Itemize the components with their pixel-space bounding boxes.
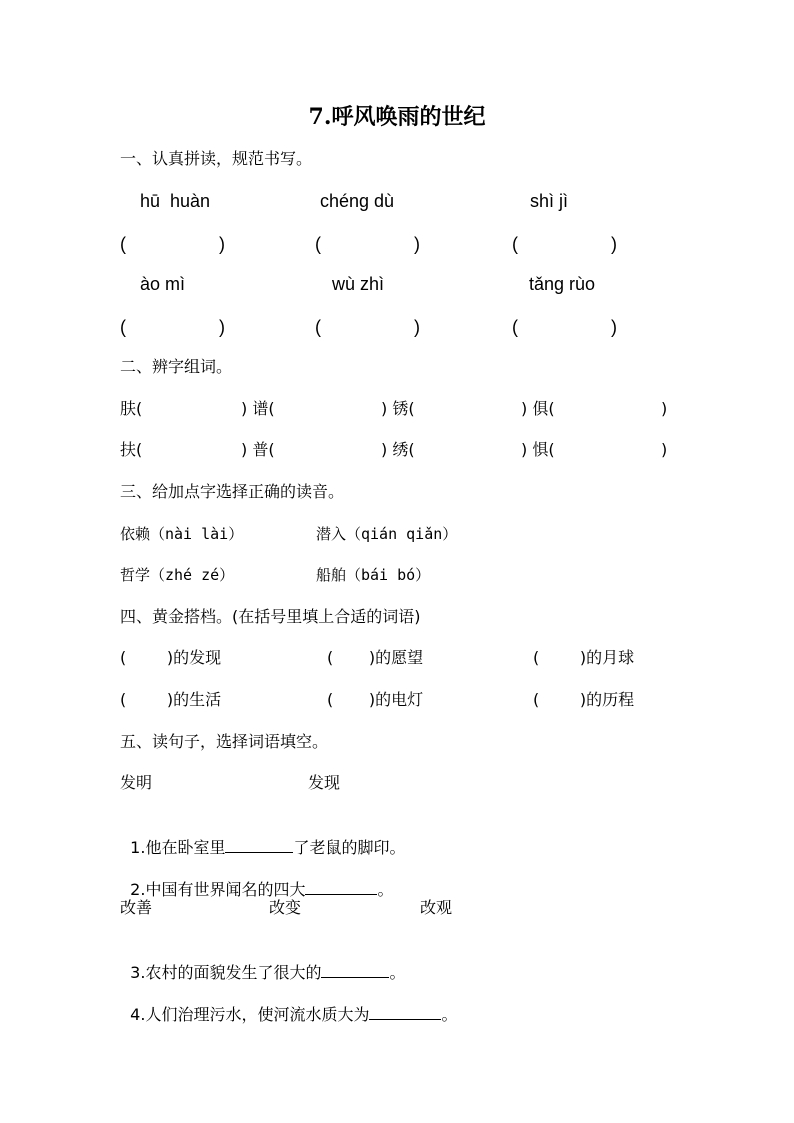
pinyin-cheng-du: chéng dù [320,191,395,211]
pinyin-ao-mi: ào mì [140,274,186,294]
answer-blank [305,878,377,895]
answer-paren-close: ) [414,317,420,337]
answer-paren-open: ( [315,234,321,254]
sentence-text: 。 [377,880,394,899]
section3-heading: 三、给加点字选择正确的读音。 [120,482,345,501]
word-group-item: ) 普( [241,440,275,459]
word-choice: 改变 [269,898,302,917]
sentence-text: 3.农村的面貌发生了很大的 [130,963,322,982]
section4-heading: 四、黄金搭档。(在括号里填上合适的词语) [120,607,421,626]
answer-blank [321,961,389,978]
page-title: 7.呼风唤雨的世纪 [308,104,486,130]
phrase-fill-item: ( )的发现 [120,648,222,667]
phrase-fill-item: ( )的月球 [533,648,635,667]
answer-paren-close: ) [219,317,225,337]
answer-paren-close: ) [611,317,617,337]
answer-paren-close: ) [611,234,617,254]
word-group-item: ) [661,399,668,418]
answer-paren-open: ( [120,317,126,337]
word-group-item: ) [661,440,668,459]
sentence-text: 2.中国有世界闻名的四大 [130,880,306,899]
sentence-text: 1.他在卧室里 [130,838,226,857]
answer-paren-open: ( [120,234,126,254]
word-choice: 发现 [308,773,341,792]
pinyin-tang-ruo: tǎng rùo [529,274,596,294]
answer-blank [225,836,293,853]
word-group-item: ) 锈( [381,399,415,418]
section2-heading: 二、辨字组词。 [120,357,233,376]
sentence-1 [120,814,405,859]
reading-choice: 船舶（bái bó） [316,566,431,584]
reading-choice: 哲学（zhé zé） [120,566,235,584]
reading-choice: 依赖（nài lài） [120,525,244,543]
sentence-4 [120,981,457,1026]
section1-heading: 一、认真拼读，规范书写。 [120,149,313,168]
word-group-item: 扶( [120,440,143,459]
answer-blank [369,1003,441,1020]
section5-heading: 五、读句子，选择词语填空。 [120,732,329,751]
sentence-3 [120,939,405,984]
phrase-fill-item: ( )的生活 [120,690,222,709]
phrase-fill-item: ( )的愿望 [327,648,424,667]
answer-paren-open: ( [315,317,321,337]
phrase-fill-item: ( )的电灯 [327,690,424,709]
word-choice: 发明 [120,773,153,792]
sentence-2 [120,856,393,901]
answer-paren-open: ( [512,234,518,254]
word-choice: 改善 [120,898,153,917]
pinyin-hu-huan: hū huàn [140,191,211,211]
sentence-text: 。 [389,963,406,982]
word-group-item: 肤( [120,399,143,418]
answer-paren-close: ) [219,234,225,254]
reading-choice: 潜入（qián qiǎn） [316,525,458,543]
pinyin-wu-zhi: wù zhì [332,274,385,294]
word-group-item: ) 惧( [521,440,555,459]
word-group-item: ) 俱( [521,399,555,418]
word-group-item: ) 谱( [241,399,275,418]
phrase-fill-item: ( )的历程 [533,690,635,709]
word-choice: 改观 [420,898,453,917]
sentence-text: 4.人们治理污水，使河流水质大为 [130,1005,370,1024]
pinyin-shi-ji: shì jì [530,191,569,211]
answer-paren-close: ) [414,234,420,254]
sentence-text: 了老鼠的脚印。 [293,838,406,857]
word-group-item: ) 绣( [381,440,415,459]
sentence-text: 。 [441,1005,458,1024]
answer-paren-open: ( [512,317,518,337]
